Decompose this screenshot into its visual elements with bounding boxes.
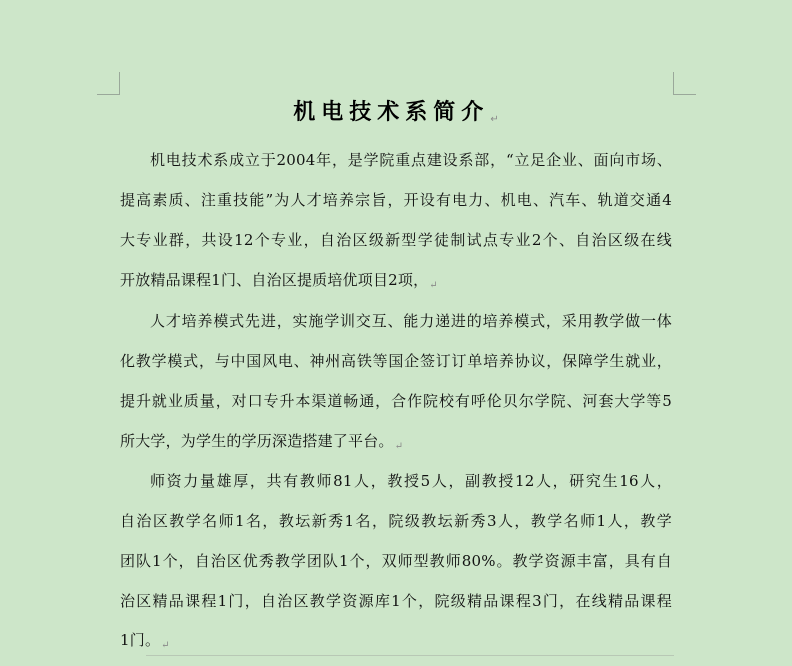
paragraph-3-line-2: 自治区教学名师1名，教坛新秀1名，院级教坛新秀3人，教学名师1人，教学 [120, 512, 672, 530]
page-bottom-edge [146, 655, 674, 656]
crop-mark-top-left [97, 72, 120, 95]
paragraph-3-line-5 [120, 620, 672, 660]
paragraph-3-line-1: 师资力量雄厚，共有教师81人，教授5人，副教授12人，研究生16人， [150, 472, 672, 490]
document-title [120, 98, 672, 135]
paragraph-2-line-4-text: 所大学，为学生的学历深造搭建了平台。 [120, 432, 394, 450]
paragraph-1-line-4 [120, 260, 672, 300]
paragraph-mark-icon: ↵ [490, 114, 499, 125]
paragraph-2-line-2: 化教学模式，与中国风电、神州高铁等国企签订订单培养协议，保障学生就业， [120, 352, 672, 370]
paragraph-mark-icon: ↵ [429, 280, 438, 291]
paragraph-1-line-2: 提高素质、注重技能”为人才培养宗旨，开设有电力、机电、汽车、轨道交通4 [120, 191, 672, 209]
paragraph-3-line-5-text: 1门。 [120, 631, 161, 649]
paragraph-3-line-4: 治区精品课程1门，自治区教学资源库1个，院级精品课程3门，在线精品课程 [120, 592, 672, 610]
title-text: 机电技术系简介 [293, 100, 490, 125]
paragraph-mark-icon: ↵ [161, 640, 170, 651]
paragraph-1-line-4-text: 开放精品课程1门、自治区提质培优项目2项， [120, 271, 429, 289]
paragraph-2-line-4 [120, 421, 672, 461]
paragraph-3-line-3: 团队1个，自治区优秀教学团队1个，双师型教师80%。教学资源丰富，具有自 [120, 552, 672, 570]
paragraph-2-line-3: 提升就业质量，对口专升本渠道畅通，合作院校有呼伦贝尔学院、河套大学等5 [120, 392, 672, 410]
paragraph-2-line-1: 人才培养模式先进，实施学训交互、能力递进的培养模式，采用教学做一体 [150, 312, 672, 330]
crop-mark-top-right [673, 72, 696, 95]
paragraph-1-line-3: 大专业群，共设12个专业，自治区级新型学徒制试点专业2个、自治区级在线 [120, 231, 672, 249]
paragraph-mark-icon: ↵ [394, 441, 403, 452]
paragraph-1-line-1: 机电技术系成立于2004年，是学院重点建设系部，“立足企业、面向市场、 [150, 151, 672, 169]
